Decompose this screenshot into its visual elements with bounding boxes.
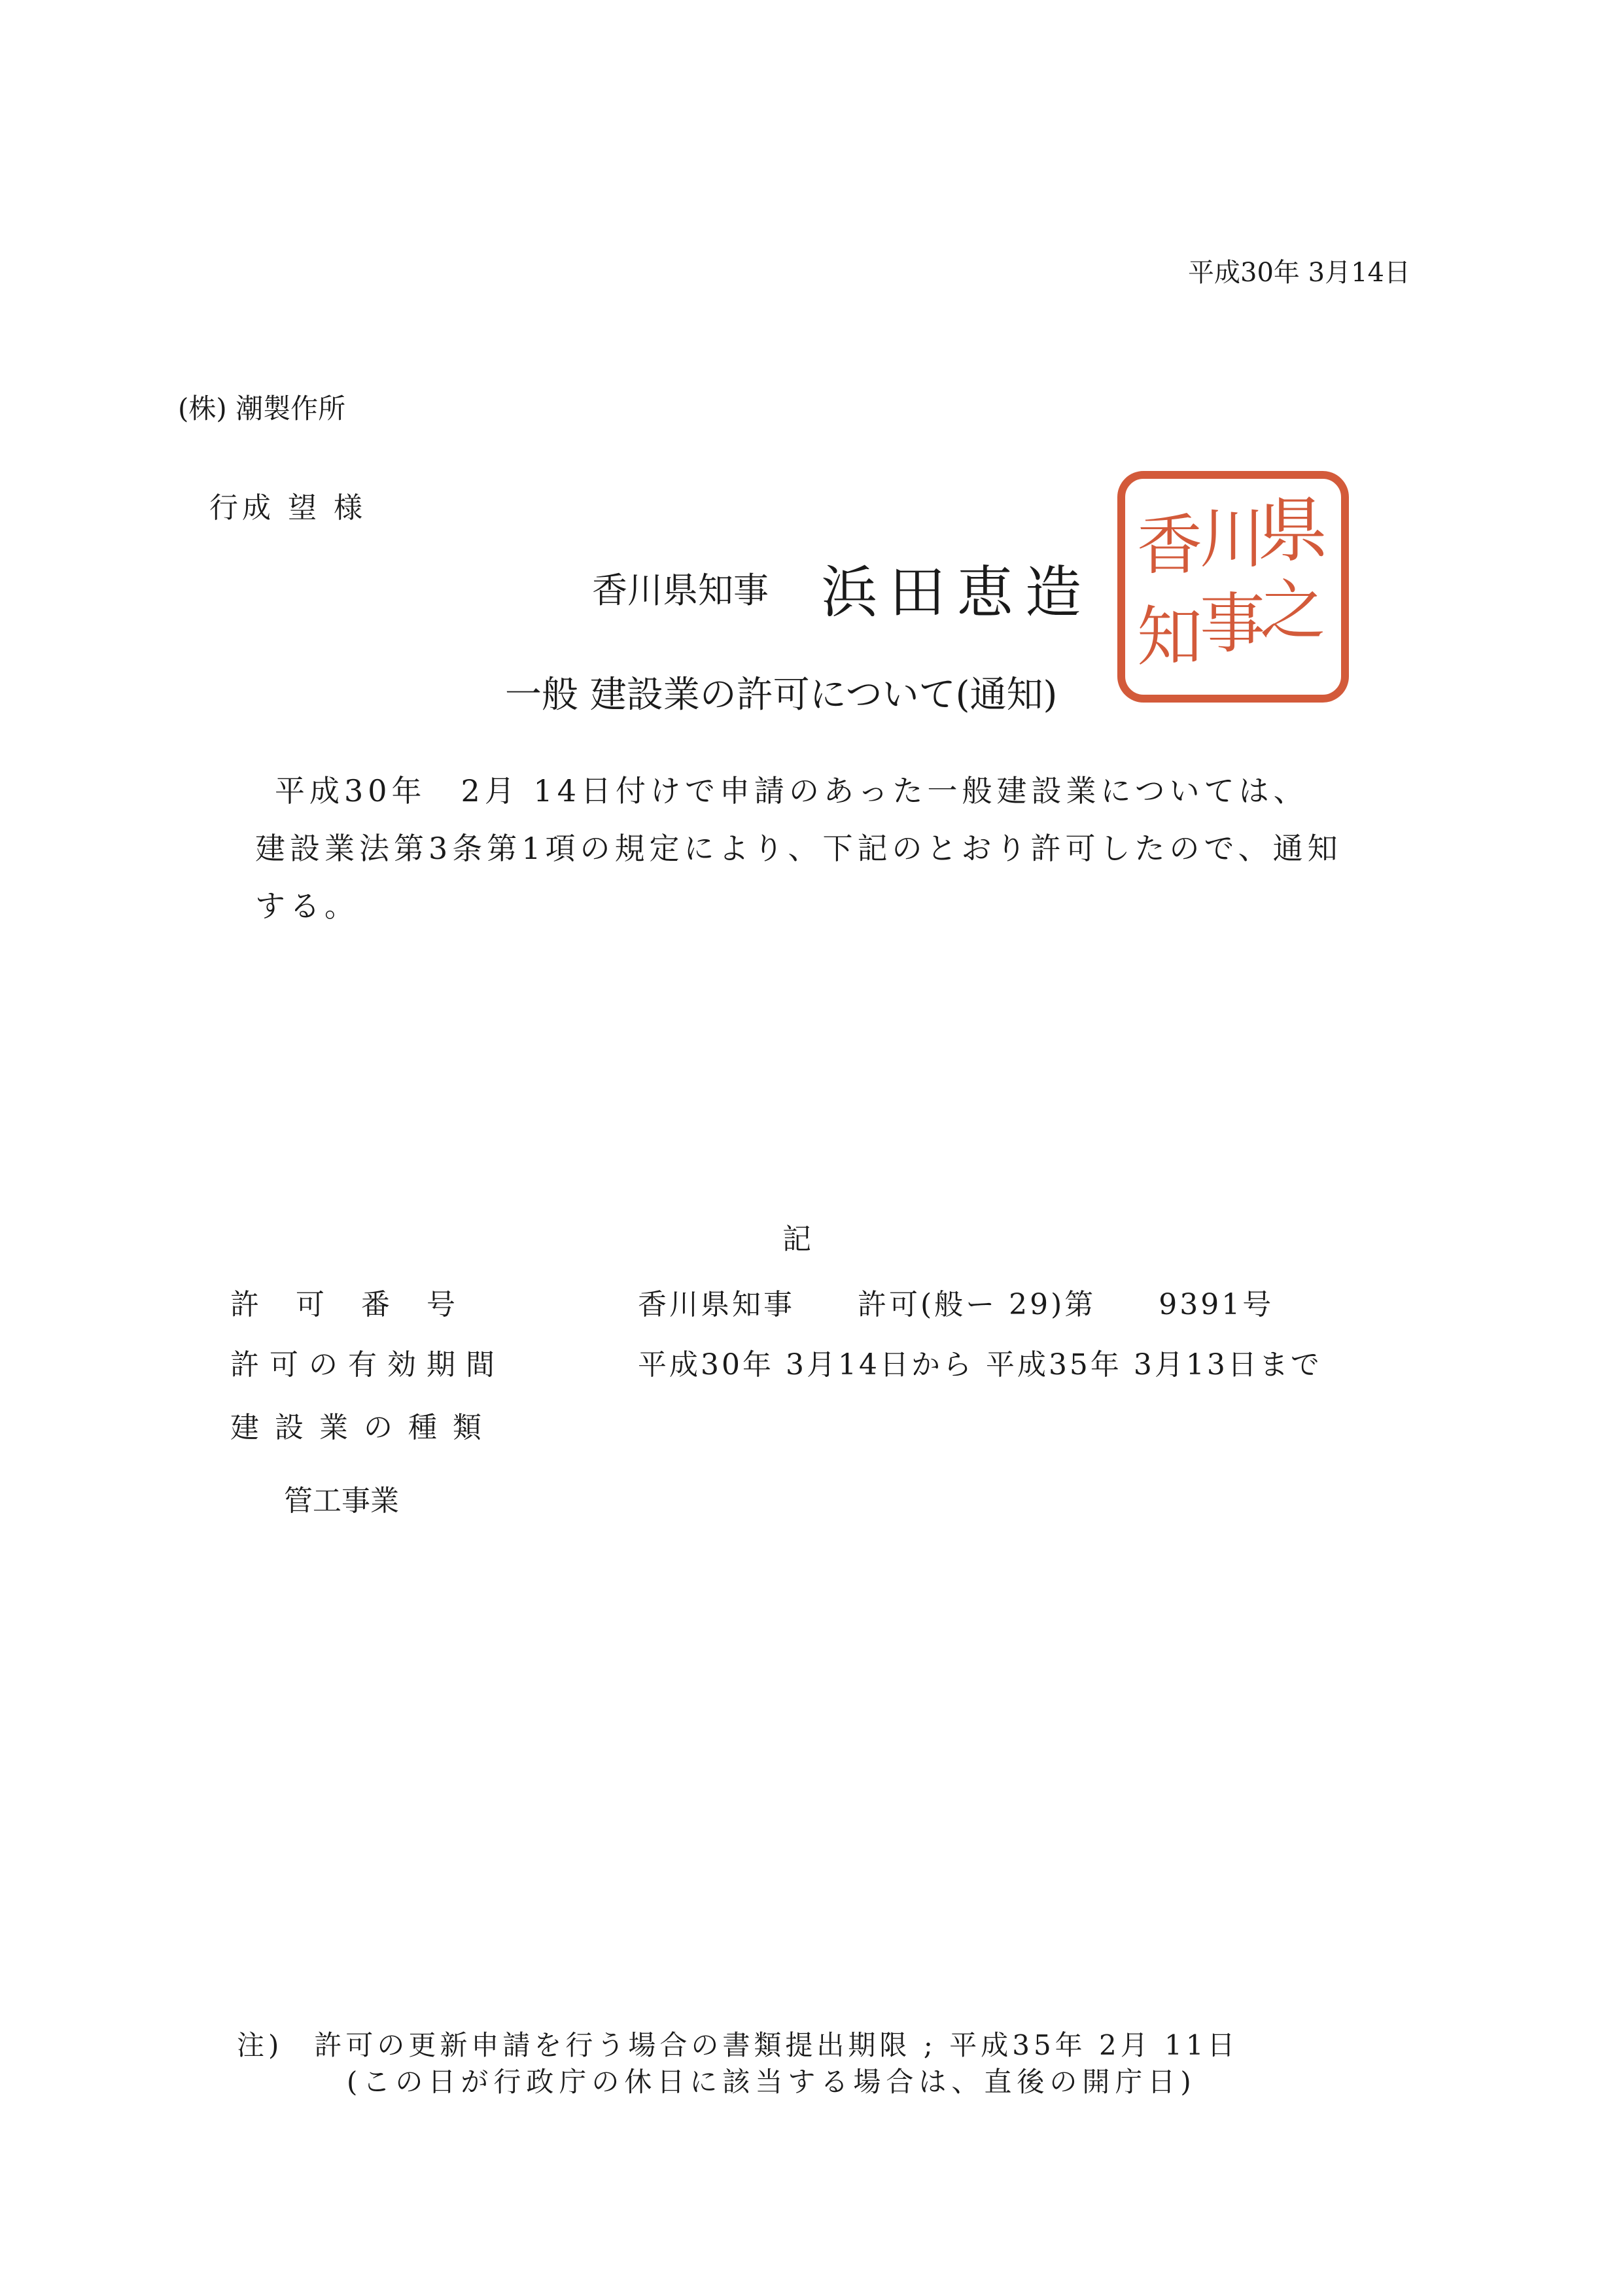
body-line-2: 建設業法第3条第1項の規定により、下記のとおり許可したので、通知	[255, 831, 1342, 866]
recipient-name: 行成 望 様	[209, 491, 366, 525]
validity-value: 平成30年 3月14日から 平成35年 3月13日まで	[638, 1348, 1322, 1382]
validity-label: 許可の有効期間	[230, 1348, 505, 1382]
note-line-1: 注) 許可の更新申請を行う場合の書類提出期限 ; 平成35年 2月 11日	[237, 2029, 1239, 2061]
seal-char-6: 知	[1137, 599, 1202, 675]
industry-value: 管工事業	[284, 1484, 399, 1518]
note-line-2: (この日が行政庁の休日に該当する場合は、直後の開庁日)	[347, 2066, 1196, 2098]
seal-char-3: 川	[1200, 500, 1265, 577]
recipient-company: (株) 潮製作所	[178, 392, 346, 425]
permit-number-label: 許可番号	[230, 1288, 492, 1321]
seal-char-2: 之	[1260, 572, 1325, 649]
record-heading: 記	[782, 1223, 811, 1256]
body-line-3: する。	[255, 888, 359, 924]
sender-title: 香川県知事	[592, 570, 769, 611]
seal-char-4: 事	[1200, 585, 1265, 662]
industry-label: 建設業の種類	[230, 1411, 497, 1444]
body-text	[255, 762, 1406, 935]
body-line-1: 平成30年 2月 14日付けで申請のあった一般建設業については、	[275, 773, 1308, 809]
sender-name: 浜田恵造	[821, 560, 1093, 625]
subject-title: 一般 建設業の許可について(通知)	[505, 674, 1058, 716]
seal-char-5: 香	[1137, 507, 1202, 583]
official-seal	[1116, 470, 1350, 704]
seal-char-1: 県	[1257, 490, 1329, 572]
document-date: 平成30年 3月14日	[1188, 258, 1410, 288]
permit-number-value: 香川県知事 許可(般ー 29)第 9391号	[638, 1288, 1274, 1321]
